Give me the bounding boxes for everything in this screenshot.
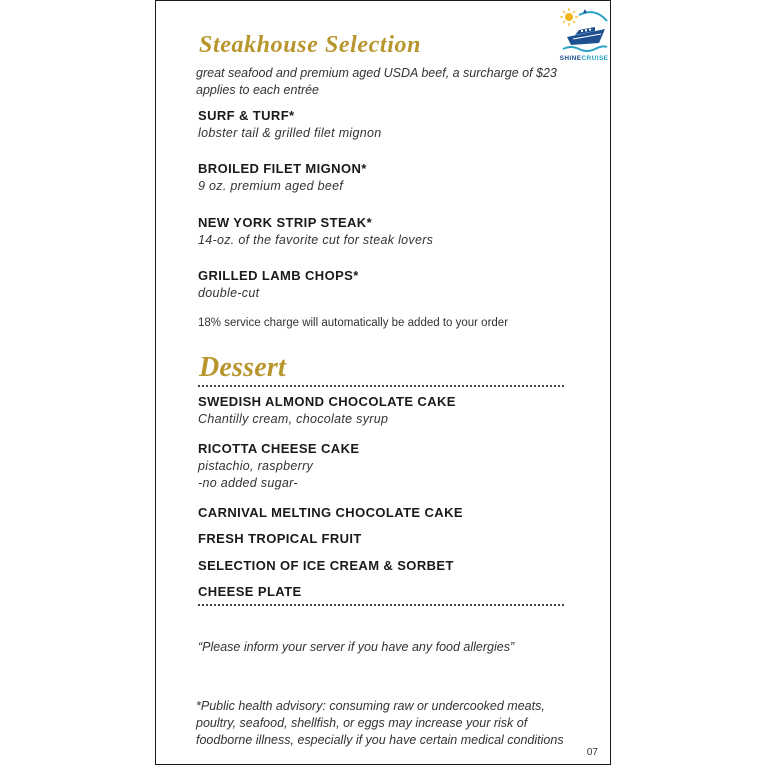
menu-item-name: SWEDISH ALMOND CHOCOLATE CAKE	[198, 394, 456, 409]
dotted-divider-bottom	[198, 604, 564, 606]
menu-item-name: FRESH TROPICAL FRUIT	[198, 531, 362, 546]
menu-item-desc-note: -no added sugar-	[198, 476, 298, 490]
menu-item-name: CARNIVAL MELTING CHOCOLATE CAKE	[198, 505, 463, 520]
logo-text-shine: SHINE	[559, 55, 582, 62]
health-advisory-line3: foodborne illness, especially if you have certain medical conditions	[196, 733, 564, 747]
menu-item-desc: Chantilly cream, chocolate syrup	[198, 412, 389, 426]
dotted-divider-top	[198, 385, 564, 387]
shine-cruise-logo	[559, 5, 609, 61]
allergy-note: “Please inform your server if you have any food allergies”	[198, 640, 515, 654]
menu-item-desc: lobster tail & grilled filet mignon	[198, 126, 382, 140]
dessert-title: Dessert	[199, 352, 286, 383]
menu-item-name: RICOTTA CHEESE CAKE	[198, 441, 360, 456]
menu-item-desc: pistachio, raspberry	[198, 459, 314, 473]
menu-page	[155, 0, 611, 765]
health-advisory-line1: *Public health advisory: consuming raw or undercooked meats,	[196, 699, 545, 713]
logo-wordmark	[559, 55, 609, 62]
cruise-ship-icon	[559, 5, 609, 55]
menu-item-name: SELECTION OF ICE CREAM & SORBET	[198, 558, 454, 573]
page-number: 07	[586, 747, 598, 758]
menu-item-name: SURF & TURF*	[198, 108, 295, 123]
service-charge-note: 18% service charge will automatically be added to your order	[198, 317, 509, 329]
menu-item-name: NEW YORK STRIP STEAK*	[198, 215, 373, 230]
menu-item-name: GRILLED LAMB CHOPS*	[198, 268, 359, 283]
menu-item-name: CHEESE PLATE	[198, 584, 302, 599]
menu-item-desc: 14-oz. of the favorite cut for steak lovers	[198, 233, 434, 247]
menu-item-desc: double-cut	[198, 286, 260, 300]
steakhouse-description-line1: great seafood and premium aged USDA beef, a surcharge of $23	[196, 66, 557, 80]
steakhouse-title: Steakhouse Selection	[199, 32, 422, 58]
logo-text-cruise: CRUISE	[581, 55, 609, 62]
menu-item-name: BROILED FILET MIGNON*	[198, 161, 367, 176]
menu-item-desc: 9 oz. premium aged beef	[198, 179, 344, 193]
health-advisory-line2: poultry, seafood, shellfish, or eggs may increase your risk of	[196, 716, 528, 730]
steakhouse-description-line2: applies to each entrée	[196, 83, 320, 97]
